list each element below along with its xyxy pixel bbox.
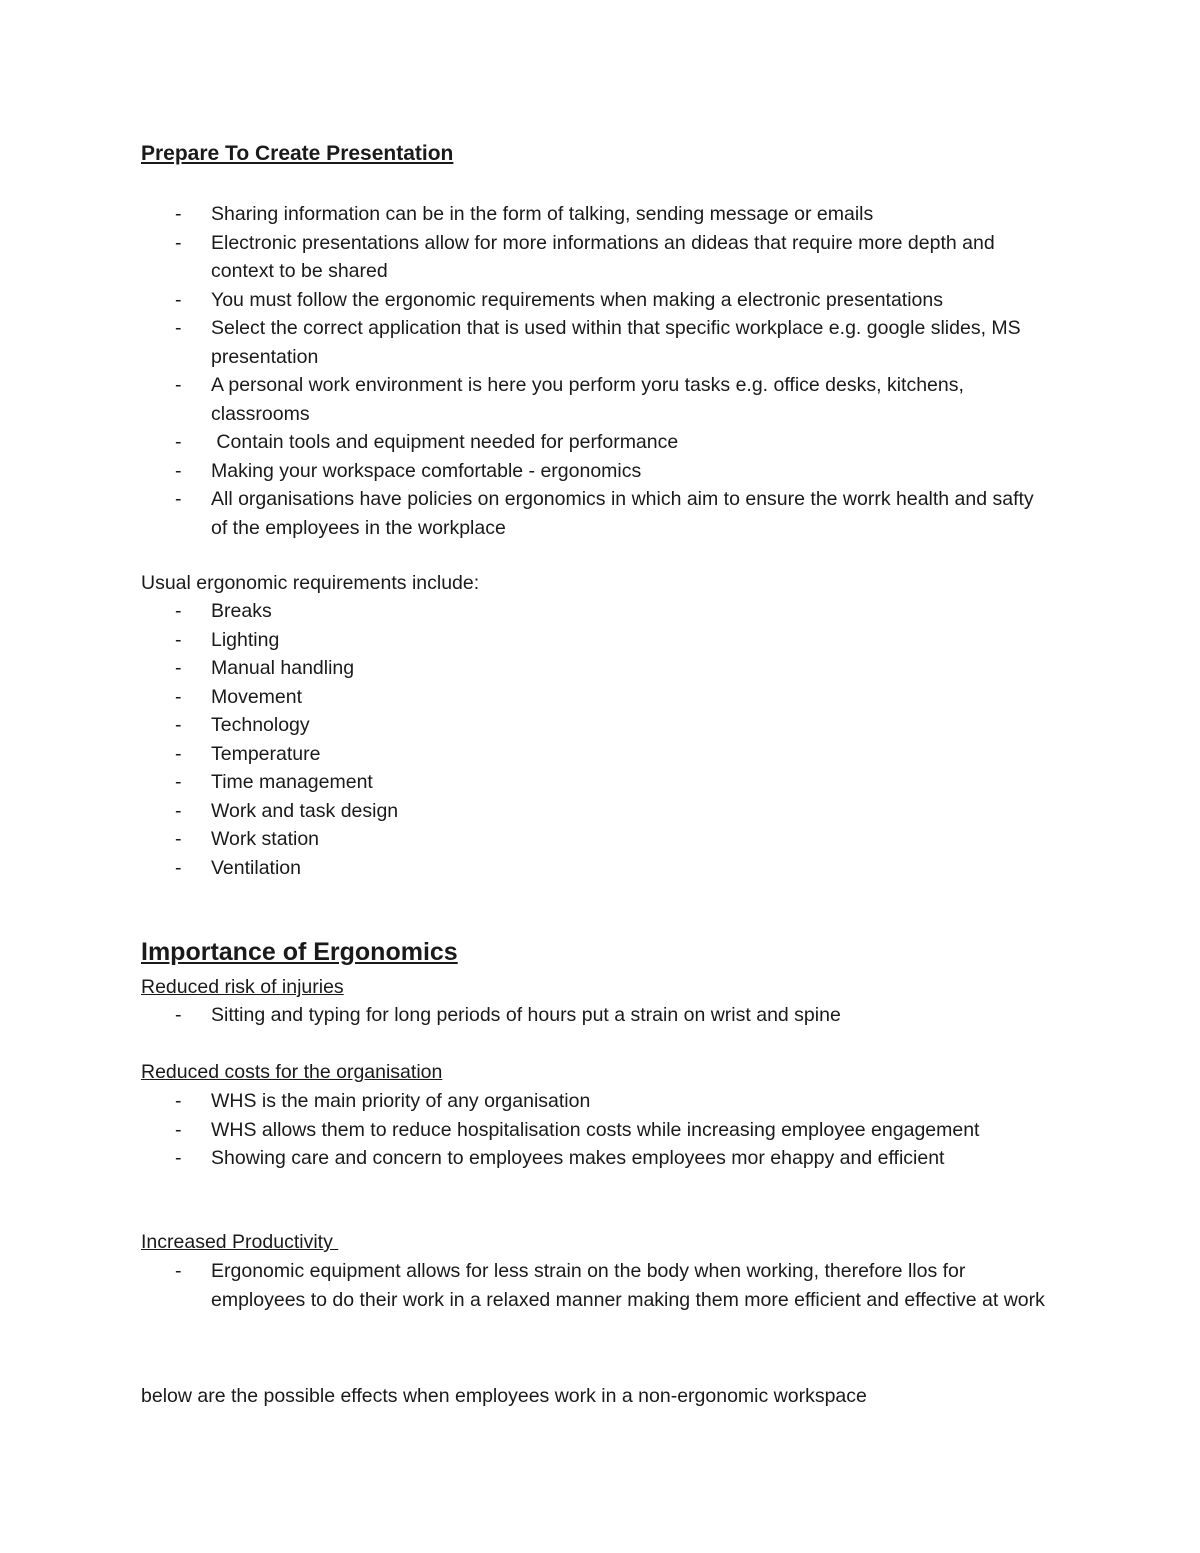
list-item: - Select the correct application that is used within that specific workplace e.g. google slides, MS presentation <box>141 314 1051 371</box>
bullet-dash: - <box>175 1147 182 1169</box>
bullet-dash: - <box>175 685 182 708</box>
bullet-dash: - <box>175 742 182 765</box>
list-item: - Work station <box>141 825 1051 854</box>
bullet-dash: - <box>175 628 182 651</box>
bullet-dash: - <box>175 231 182 254</box>
bullet-dash: - <box>175 488 182 510</box>
bullet-dash: - <box>175 799 182 822</box>
list-item: - Ventilation <box>141 854 1051 883</box>
subheading-productivity: Increased Productivity <box>141 1231 339 1253</box>
bullet-dash: - <box>175 288 182 311</box>
list-item: - Manual handling <box>141 654 1051 683</box>
section-title-prepare: Prepare To Create Presentation <box>141 142 454 165</box>
list-item: - All organisations have policies on ergonomics in which aim to ensure the worrk health and safty of the employees in the workplace <box>141 485 1051 542</box>
list-item: - A personal work environment is here you perform yoru tasks e.g. office desks, kitchens, classrooms <box>141 371 1051 428</box>
list-item: - Ergonomic equipment allows for less strain on the body when working, therefore llos for employees to do their work in a relaxed manner making them more efficient and effective at work <box>141 1257 1051 1314</box>
bullet-dash: - <box>175 657 182 679</box>
list-item: - WHS allows them to reduce hospitalisation costs while increasing employee engagement <box>141 1116 1051 1145</box>
list-item: - Breaks <box>141 597 1051 626</box>
subheading-costs: Reduced costs for the organisation <box>141 1061 443 1083</box>
bullet-dash: - <box>175 1004 182 1026</box>
bullet-dash: - <box>175 600 182 622</box>
costs-list <box>141 1087 1051 1173</box>
injuries-list <box>141 1001 1051 1030</box>
list-item: - Sitting and typing for long periods of hours put a strain on wrist and spine <box>141 1001 1051 1030</box>
list-item: - Lighting <box>141 626 1051 655</box>
bullet-dash: - <box>175 1260 182 1282</box>
list-item: - Making your workspace comfortable - ergonomics <box>141 457 1051 486</box>
list-item: - Technology <box>141 711 1051 740</box>
list-item: - Movement <box>141 683 1051 712</box>
list-item: - Temperature <box>141 740 1051 769</box>
list-item: - Contain tools and equipment needed for performance <box>141 428 1051 457</box>
prepare-bullet-list <box>141 200 1051 542</box>
bullet-dash: - <box>175 459 182 482</box>
list-item: - Work and task design <box>141 797 1051 826</box>
bullet-dash: - <box>175 714 182 736</box>
section-title-importance: Importance of Ergonomics <box>141 938 458 966</box>
bullet-dash: - <box>175 374 182 396</box>
bullet-dash: - <box>175 203 182 225</box>
requirements-list <box>141 597 1051 882</box>
list-item: - Time management <box>141 768 1051 797</box>
list-item: - WHS is the main priority of any organisation <box>141 1087 1051 1116</box>
bullet-dash: - <box>175 1090 182 1112</box>
bullet-dash: - <box>175 771 182 793</box>
bullet-dash: - <box>175 828 182 850</box>
bullet-dash: - <box>175 856 182 879</box>
productivity-list <box>141 1257 1051 1314</box>
subheading-injuries: Reduced risk of injuries <box>141 976 344 998</box>
list-item: - Showing care and concern to employees makes employees mor ehappy and efficient <box>141 1144 1051 1173</box>
bullet-dash: - <box>175 431 182 453</box>
list-item: - Electronic presentations allow for more informations an dideas that require more depth and context to be shared <box>141 229 1051 286</box>
list-item: - Sharing information can be in the form of talking, sending message or emails <box>141 200 1051 229</box>
bullet-dash: - <box>175 317 182 339</box>
bullet-dash: - <box>175 1118 182 1141</box>
requirements-intro: Usual ergonomic requirements include: <box>141 572 480 594</box>
closing-sentence: below are the possible effects when employees work in a non-ergonomic workspace <box>141 1385 867 1407</box>
list-item: - You must follow the ergonomic requirements when making a electronic presentations <box>141 286 1051 315</box>
